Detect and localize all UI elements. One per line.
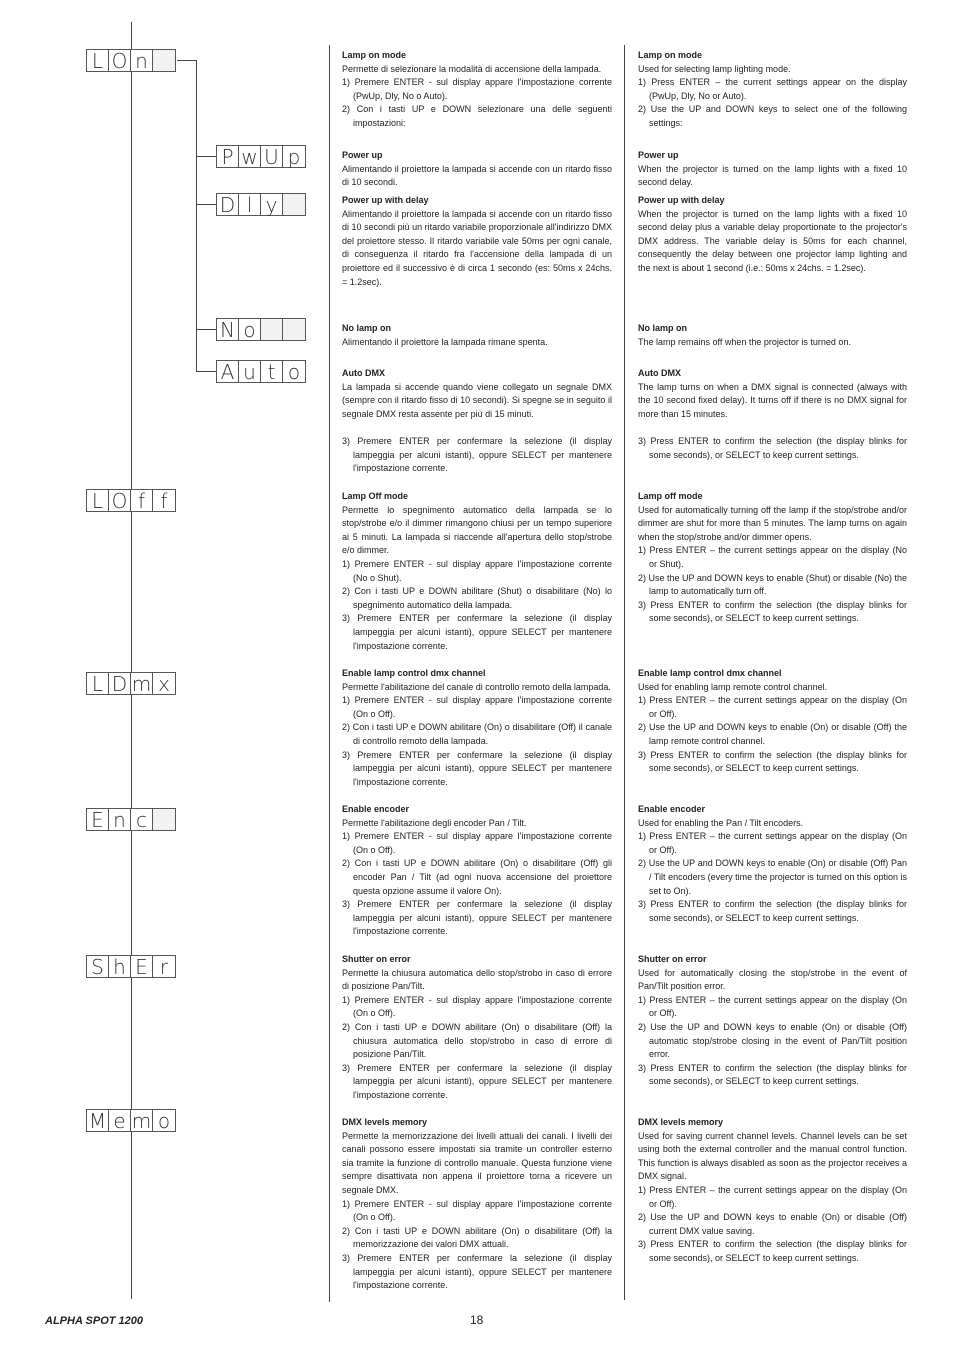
display-char: E xyxy=(131,956,153,977)
display-memo xyxy=(86,1109,176,1132)
display-char xyxy=(153,50,175,71)
step-2: 2) Use the UP and DOWN keys to enable (On) or disable (Off) current DMX value saving. xyxy=(638,1212,907,1236)
display-auto xyxy=(216,360,306,383)
step-2: 2) Use the UP and DOWN keys to select one of the following settings: xyxy=(638,104,907,128)
display-char: t xyxy=(261,361,283,382)
display-char: O xyxy=(109,50,131,71)
it-lamp-on-section xyxy=(342,49,612,131)
display-char: n xyxy=(131,50,153,71)
display-char: p xyxy=(287,144,301,169)
section-text: Alimentando il proiettore la lampada si accende con un ritardo fisso di 10 secondi. xyxy=(342,163,612,188)
section-text: Permette l'abilitazione degli encoder Pan / Tilt. xyxy=(342,817,527,828)
en-memo-section xyxy=(638,1116,907,1266)
step-1: 1) Premere ENTER - sul display appare l'impostazione corrente (On o Off). xyxy=(342,994,612,1019)
section-text: Used for enabling the Pan / Tilt encoders. xyxy=(638,817,804,828)
display-char: S xyxy=(87,956,109,977)
step-3: 3) Press ENTER to confirm the selection (the display blinks for some seconds), or SELECT to keep current settings. xyxy=(638,899,907,923)
step-1: 1) Press ENTER – the current settings appear on the display (On or Off). xyxy=(638,831,907,855)
step-3: 3) Press ENTER to confirm the selection (the display blinks for some seconds), or SELECT to keep current settings. xyxy=(638,435,907,460)
pwup-branch-line xyxy=(196,156,216,157)
it-no-lamp-section xyxy=(342,322,612,349)
step-3: 3) Press ENTER to confirm the selection (the display blinks for some seconds), or SELECT to keep current settings. xyxy=(638,1239,907,1263)
section-text: Alimentando il proiettore la lampada rimane spenta. xyxy=(342,336,548,347)
section-title: No lamp on xyxy=(342,323,391,333)
section-title: Enable encoder xyxy=(638,804,706,814)
section-text: Used for selecting lamp lighting mode. xyxy=(638,63,791,74)
step-1: 1) Press ENTER – the current settings appear on the display (PwUp, Dly, No or Auto). xyxy=(638,77,907,101)
display-char: f xyxy=(131,490,153,511)
step-1: 1) Premere ENTER - sul display appare l'impostazione corrente (On o Off). xyxy=(342,1198,612,1223)
step-1: 1) Press ENTER – the current settings appear on the display (No or Shut). xyxy=(638,545,907,569)
step-2: 2) Use the UP and DOWN keys to enable (On) or disable (Off) the lamp remote control channel. xyxy=(638,722,907,746)
no-branch-line xyxy=(196,329,216,330)
lon-sub-line xyxy=(196,60,197,371)
display-enc xyxy=(86,808,176,831)
step-1: 1) Press ENTER – the current settings appear on the display (On or Off). xyxy=(638,695,907,719)
step-3: 3) Press ENTER to confirm the selection (the display blinks for some seconds), or SELECT to keep current settings. xyxy=(638,749,907,774)
it-power-up-delay-section xyxy=(342,194,612,289)
display-char: c xyxy=(131,809,153,830)
display-no xyxy=(216,318,306,341)
it-ldmx-section xyxy=(342,667,612,789)
step-2: 2) Con i tasti UP e DOWN selezionare una delle seguenti impostazioni: xyxy=(342,104,612,128)
step-3: 3) Press ENTER to confirm the selection (the display blinks for some seconds), or SELECT to keep current settings. xyxy=(638,1062,907,1087)
en-sher-section xyxy=(638,953,907,1089)
footer-model-name: ALPHA SPOT 1200 xyxy=(45,1315,144,1327)
en-power-up-delay-section xyxy=(638,194,907,276)
section-text: La lampada si accende quando viene collegato un segnale DMX (sempre con il ritardo fisso di 10 secondi). Si spegne se in seguito il segnale DMX resta assente per più di 15 minuti. xyxy=(342,381,612,419)
section-text: Permette la chiusura automatica dello stop/strobo in caso di errore di posizione Pan/Tilt. xyxy=(342,967,612,992)
display-char xyxy=(261,319,283,340)
step-2: 2) Con i tasti UP e DOWN abilitare (On) o disabilitare (Off) la memorizzazione dei valori DMX attuali. xyxy=(342,1225,612,1250)
display-char: O xyxy=(109,490,131,511)
step-3: 3) Press ENTER to confirm the selection (the display blinks for some seconds), or SELECT to keep current settings. xyxy=(638,599,907,624)
section-title: Power up with delay xyxy=(342,195,429,205)
it-sher-section xyxy=(342,953,612,1103)
step-1: 1) Premere ENTER - sul display appare l'impostazione corrente (No o Shut). xyxy=(342,558,612,583)
display-loff xyxy=(86,489,176,512)
page-number: 18 xyxy=(470,1313,484,1327)
step-2: 2) Con i tasti UP e DOWN abilitare (On) o disabilitare (Off) la chiusura automatica dello stop/strobo in caso di errore di posizione Pan/Tilt. xyxy=(342,1021,612,1060)
display-char: w xyxy=(239,146,261,167)
en-lamp-on-section xyxy=(638,49,907,131)
step-2: 2) Use the UP and DOWN keys to enable (On) or disable (Off) automatic stop/strobe closing in the event of Pan/Tilt position error. xyxy=(638,1021,907,1060)
step-3: 3) Premere ENTER per confermare la selezione (il display lampeggia per alcuni istanti), oppure SELECT per mantenere l'impostazione corrente. xyxy=(342,1062,612,1100)
display-char: r xyxy=(159,954,169,979)
section-text: Used for automatically closing the stop/strobe in the event of Pan/Tilt position error. xyxy=(638,967,907,992)
display-char: L xyxy=(87,50,109,71)
section-text: Permette lo spegnimento automatico della lampada se lo stop/strobe e/o il dimmer rimangono chiusi per un tempo superiore ai 5 minuti. La lampada si riaccende all'apertura dello stop/strobe e/o dimmer. xyxy=(342,504,612,556)
section-title: DMX levels memory xyxy=(342,1117,428,1127)
section-title: DMX levels memory xyxy=(638,1117,724,1127)
display-char xyxy=(283,319,305,340)
lon-branch-line xyxy=(177,60,196,61)
display-char: y xyxy=(261,194,283,215)
step-1: 1) Premere ENTER - sul display appare l'impostazione corrente (PwUp, Dly, No o Auto). xyxy=(342,77,612,101)
column-divider-left xyxy=(329,45,330,1302)
display-char xyxy=(153,809,175,830)
display-char: x xyxy=(158,671,170,696)
step-2: 2) Use the UP and DOWN keys to enable (Shut) or disable (No) the lamp to automatically turn off. xyxy=(638,572,907,597)
display-dly xyxy=(216,193,306,216)
display-char: n xyxy=(109,809,131,830)
section-title: Power up with delay xyxy=(638,195,725,205)
tree-main-line xyxy=(131,22,132,1299)
step-2: 2) Con i tasti UP e DOWN abilitare (On) o disabilitare (Off) il canale di controllo remoto della lampada. xyxy=(342,722,612,746)
display-char: m xyxy=(131,1108,152,1133)
display-char: A xyxy=(217,361,239,382)
section-text: Used for enabling lamp remote control channel. xyxy=(638,681,828,692)
display-char: u xyxy=(239,361,261,382)
step-2: 2) Con i tasti UP e DOWN abilitare (On) o disabilitare (Off) gli encoder Pan / Tilt (ad ogni nuova accensione del proiettore questa opzione assume il valore On). xyxy=(342,858,612,896)
display-char: E xyxy=(87,809,109,830)
step-1: 1) Press ENTER – the current settings appear on the display (On or Off). xyxy=(638,1184,907,1209)
step-3: 3) Premere ENTER per confermare la selezione (il display lampeggia per alcuni istanti), oppure SELECT per mantenere l'impostazione corrente. xyxy=(342,1252,612,1291)
it-lamp-off-section xyxy=(342,490,612,653)
section-title: Lamp on mode xyxy=(638,50,703,60)
step-2: 2) Con i tasti UP e DOWN abilitare (Shut) o disabilitare (No) lo spegnimento automatico della lampada. xyxy=(342,586,612,610)
section-title: Lamp off mode xyxy=(638,491,703,501)
en-power-up-section xyxy=(638,149,907,190)
dly-branch-line xyxy=(196,204,216,205)
display-char: o xyxy=(287,359,301,384)
section-text: Permette di selezionare la modalità di accensione della lampada. xyxy=(342,63,602,74)
step-1: 1) Press ENTER – the current settings appear on the display (On or Off). xyxy=(638,994,907,1019)
section-title: Power up xyxy=(342,150,383,160)
display-char: D xyxy=(109,673,131,694)
auto-branch-line xyxy=(196,371,216,372)
section-text: The lamp turns on when a DMX signal is connected (always with the 10 second fixed delay). It turns off if there is no DMX signal for more than 15 minutes. xyxy=(638,381,907,419)
step-1: 1) Premere ENTER - sul display appare l'impostazione corrente (On o Off). xyxy=(342,831,612,855)
display-char: l xyxy=(239,194,261,215)
display-char: o xyxy=(157,1108,171,1133)
display-char: L xyxy=(87,490,109,511)
column-divider-right xyxy=(624,45,625,1300)
display-char: M xyxy=(87,1110,109,1131)
display-char: U xyxy=(261,146,283,167)
display-char: h xyxy=(109,956,131,977)
section-text: When the projector is turned on the lamp lights with a fixed 10 second delay. xyxy=(638,163,907,188)
section-title: No lamp on xyxy=(638,323,687,333)
section-title: Shutter on error xyxy=(638,954,707,964)
display-char: m xyxy=(131,671,152,696)
en-enc-section xyxy=(638,803,907,925)
display-char: e xyxy=(109,1110,131,1131)
section-title: Auto DMX xyxy=(638,368,681,378)
section-text: The lamp remains off when the projector is turned on. xyxy=(638,336,851,347)
section-text: Permette l'abilitazione del canale di controllo remoto della lampada. xyxy=(342,681,611,692)
it-enc-section xyxy=(342,803,612,939)
section-text: Alimentando il proiettore la lampada si accende con un ritardo fisso di 10 secondi più un ritardo variabile proporzionale all'indirizzo DMX del proiettore stesso. Il ritardo variabile vale 50ms per ogni canale, di conseguenza il ritardo fra l'accensione della lampada di un proiettore ed il successivo è di circa 1 secondo (es: 50ms x 24chs. = 1.2sec). xyxy=(342,208,612,287)
display-pwup xyxy=(216,145,306,168)
display-sher xyxy=(86,955,176,978)
display-char: f xyxy=(160,488,168,513)
step-1: 1) Premere ENTER - sul display appare l'impostazione corrente (On o Off). xyxy=(342,695,612,719)
section-text: When the projector is turned on the lamp lights with a fixed 10 second delay plus a variable delay proportionate to the projector's DMX address. The variable delay is 50ms for each channel, consequently the delay between one projector lamp lighting and the next is about 1 second (i.e.: 50ms x 24chs. = 1.2sec). xyxy=(638,208,907,273)
step-3: 3) Premere ENTER per confermare la selezione (il display lampeggia per alcuni istanti), oppure SELECT per mantenere l'impostazione corrente. xyxy=(342,435,612,474)
display-char: N xyxy=(217,319,239,340)
section-text: Used for automatically turning off the lamp if the stop/strobe and/or dimmer are shut for more than 5 minutes. The lamp turns on again when the stop/strobe and/or dimmer opens. xyxy=(638,504,907,542)
it-power-up-section xyxy=(342,149,612,190)
display-ldmx xyxy=(86,672,176,695)
step-3: 3) Premere ENTER per confermare la selezione (il display lampeggia per alcuni istanti), oppure SELECT per mantenere l'impostazione corrente. xyxy=(342,749,612,787)
display-lon xyxy=(86,49,176,72)
en-auto-dmx-section xyxy=(638,367,907,462)
display-char: P xyxy=(217,146,239,167)
it-auto-dmx-section xyxy=(342,367,612,476)
display-char: o xyxy=(239,319,261,340)
section-title: Lamp on mode xyxy=(342,50,407,60)
section-text: Used for saving current channel levels. Channel levels can be set using both the external controller and the manual control function. This function is always disabled as soon as the projector receives a DMX signal. xyxy=(638,1130,907,1182)
en-no-lamp-section xyxy=(638,322,907,349)
step-2: 2) Use the UP and DOWN keys to enable (On) or disable (Off) Pan / Tilt encoders (every time the projector is turned on this option is set to On). xyxy=(638,858,907,896)
section-title: Enable lamp control dmx channel xyxy=(342,668,486,678)
section-title: Enable encoder xyxy=(342,804,410,814)
section-title: Enable lamp control dmx channel xyxy=(638,668,782,678)
display-char: D xyxy=(217,194,239,215)
section-title: Auto DMX xyxy=(342,368,385,378)
step-3: 3) Premere ENTER per confermare la selezione (il display lampeggia per alcuni istanti), oppure SELECT per mantenere l'impostazione corrente. xyxy=(342,899,612,937)
step-3: 3) Premere ENTER per confermare la selezione (il display lampeggia per alcuni istanti), oppure SELECT per mantenere l'impostazione corrente. xyxy=(342,613,612,651)
section-text: Permette la memorizzazione dei livelli attuali dei canali. I livelli dei canali possono essere impostati sia tramite un controller esterno sia tramite la funzione di controllo manuale. Questa funzione viene sempre disattivata non appena il proiettore torna a ricevere un segnale DMX. xyxy=(342,1130,612,1195)
en-lamp-off-section xyxy=(638,490,907,626)
display-char: L xyxy=(87,673,109,694)
section-title: Power up xyxy=(638,150,679,160)
section-title: Shutter on error xyxy=(342,954,411,964)
it-memo-section xyxy=(342,1116,612,1293)
section-title: Lamp Off mode xyxy=(342,491,409,501)
display-char xyxy=(283,194,305,215)
en-ldmx-section xyxy=(638,667,907,776)
